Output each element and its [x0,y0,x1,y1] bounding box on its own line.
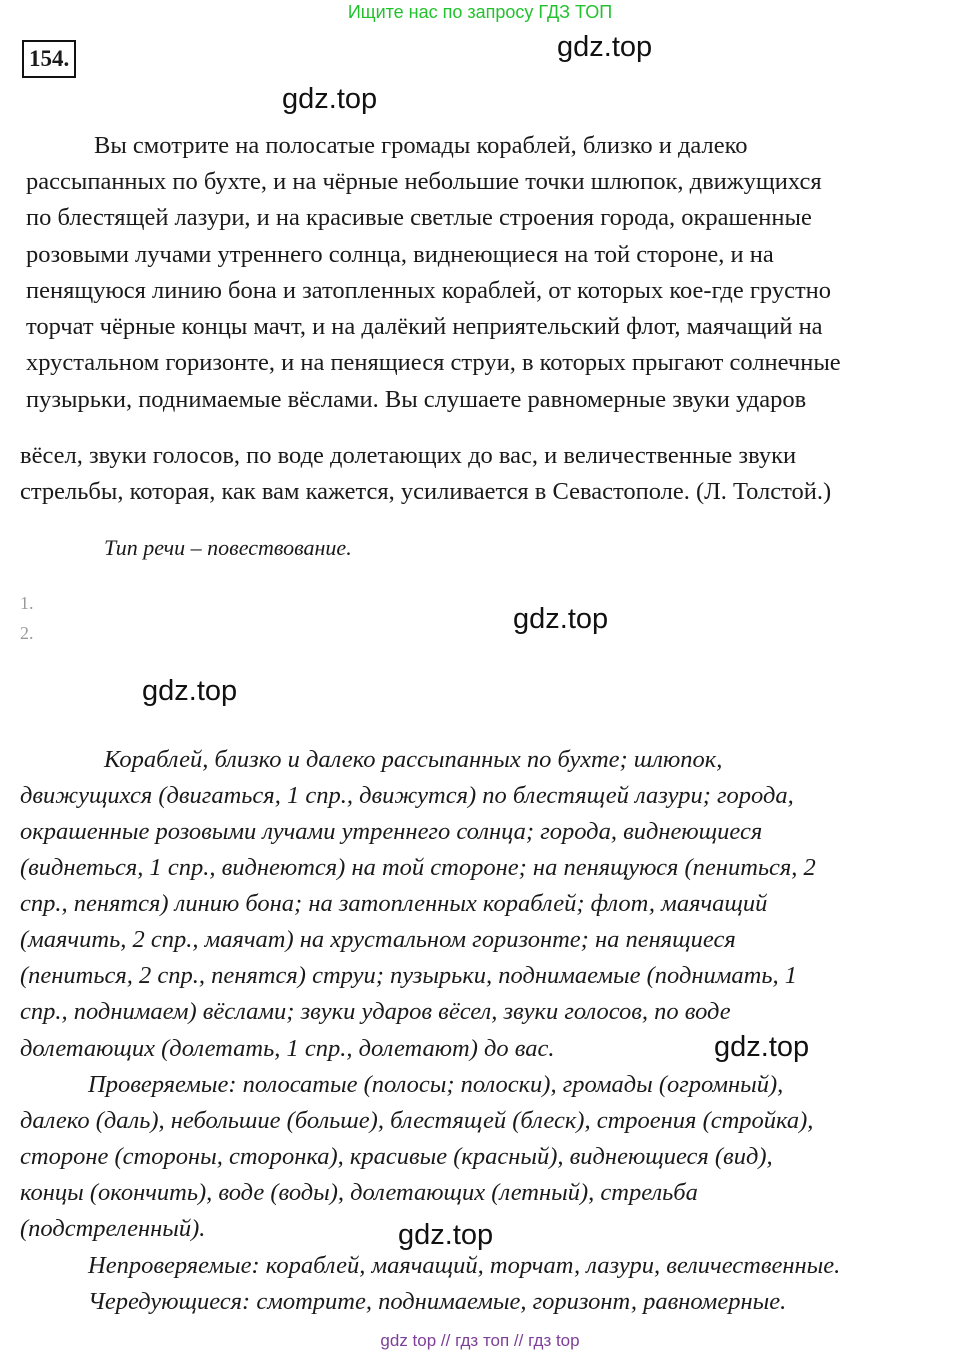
watermark: gdz.top [557,31,653,63]
checked-line: концы (окончить), воде (воды), долетающих (летный), стрельба [20,1179,698,1206]
watermark: gdz.top [142,675,238,707]
text-line: пузырьки, поднимаемые вёслами. Вы слушаете равномерные звуки ударов [26,386,807,413]
watermark: gdz.top [282,83,378,115]
text-line: по блестящей лазури, и на красивые светлые строения города, окрашенные [26,204,812,231]
list-item-number: 2. [20,623,34,643]
speech-type: Тип речи – повествование. [104,535,352,560]
alternating-words: Чередующиеся: смотрите, поднимаемые, горизонт, равномерные. [88,1288,787,1315]
text-line: рассыпанных по бухте, и на чёрные небольшие точки шлюпок, движущихся [26,168,822,195]
watermark: gdz.top [714,1031,810,1063]
text-line: Вы смотрите на полосатые громады кораблей, близко и далеко [94,132,748,159]
analysis-line: долетающих (долетать, 1 спр., долетают) до вас. [20,1035,555,1062]
analysis-line: движущихся (двигаться, 1 спр., движутся) по блестящей лазури; города, [20,782,794,809]
analysis-line: (маячить, 2 спр., маячат) на хрустальном горизонте; на пенящиеся [20,926,736,953]
text-line: стрельбы, которая, как вам кажется, усиливается в Севастополе. (Л. Толстой.) [20,478,832,505]
task-number: 154. [22,40,76,78]
analysis-line: Кораблей, близко и далеко рассыпанных по бухте; шлюпок, [104,746,723,773]
checked-line: стороне (стороны, сторонка), красивые (красный), виднеющиеся (вид), [20,1143,773,1170]
text-line: вёсел, звуки голосов, по воде долетающих до вас, и величественные звуки [20,442,797,469]
analysis-line: окрашенные розовыми лучами утреннего солнца; города, виднеющиеся [20,818,763,845]
analysis-line: (пениться, 2 спр., пенятся) струи; пузырьки, поднимаемые (поднимать, 1 [20,962,798,989]
list-item-number: 1. [20,593,34,613]
text-line: хрустальном горизонте, и на пенящиеся струи, в которых прыгают солнечные [26,349,841,376]
text-line: пенящуюся линию бона и затопленных кораблей, от которых кое-где грустно [26,277,832,304]
checked-line: (подстреленный). [20,1215,206,1242]
analysis-line: спр., поднимаем) вёслами; звуки ударов вёсел, звуки голосов, по воде [20,998,731,1025]
watermark: gdz.top [398,1219,494,1251]
analysis-line: спр., пенятся) линию бона; на затопленных кораблей; флот, маячащий [20,890,768,917]
text-line: торчат чёрные концы мачт, и на далёкий неприятельский флот, маячащий на [26,313,823,340]
checked-line: Проверяемые: полосатые (полосы; полоски), громады (огромный), [88,1071,784,1098]
analysis-line: (виднеться, 1 спр., виднеются) на той стороне; на пенящуюся (пениться, 2 [20,854,816,881]
checked-line: далеко (даль), небольшие (больше), блестящей (блеск), строения (стройка), [20,1107,814,1134]
top-banner[interactable]: Ищите нас по запросу ГДЗ ТОП [347,2,613,22]
unchecked-words: Непроверяемые: кораблей, маячащий, торчат, лазури, величественные. [88,1252,841,1279]
footer-links[interactable]: gdz top // гдз топ // гдз top [380,1331,580,1350]
watermark: gdz.top [513,603,609,635]
text-line: розовыми лучами утреннего солнца, виднеющиеся на той стороне, и на [26,241,774,268]
